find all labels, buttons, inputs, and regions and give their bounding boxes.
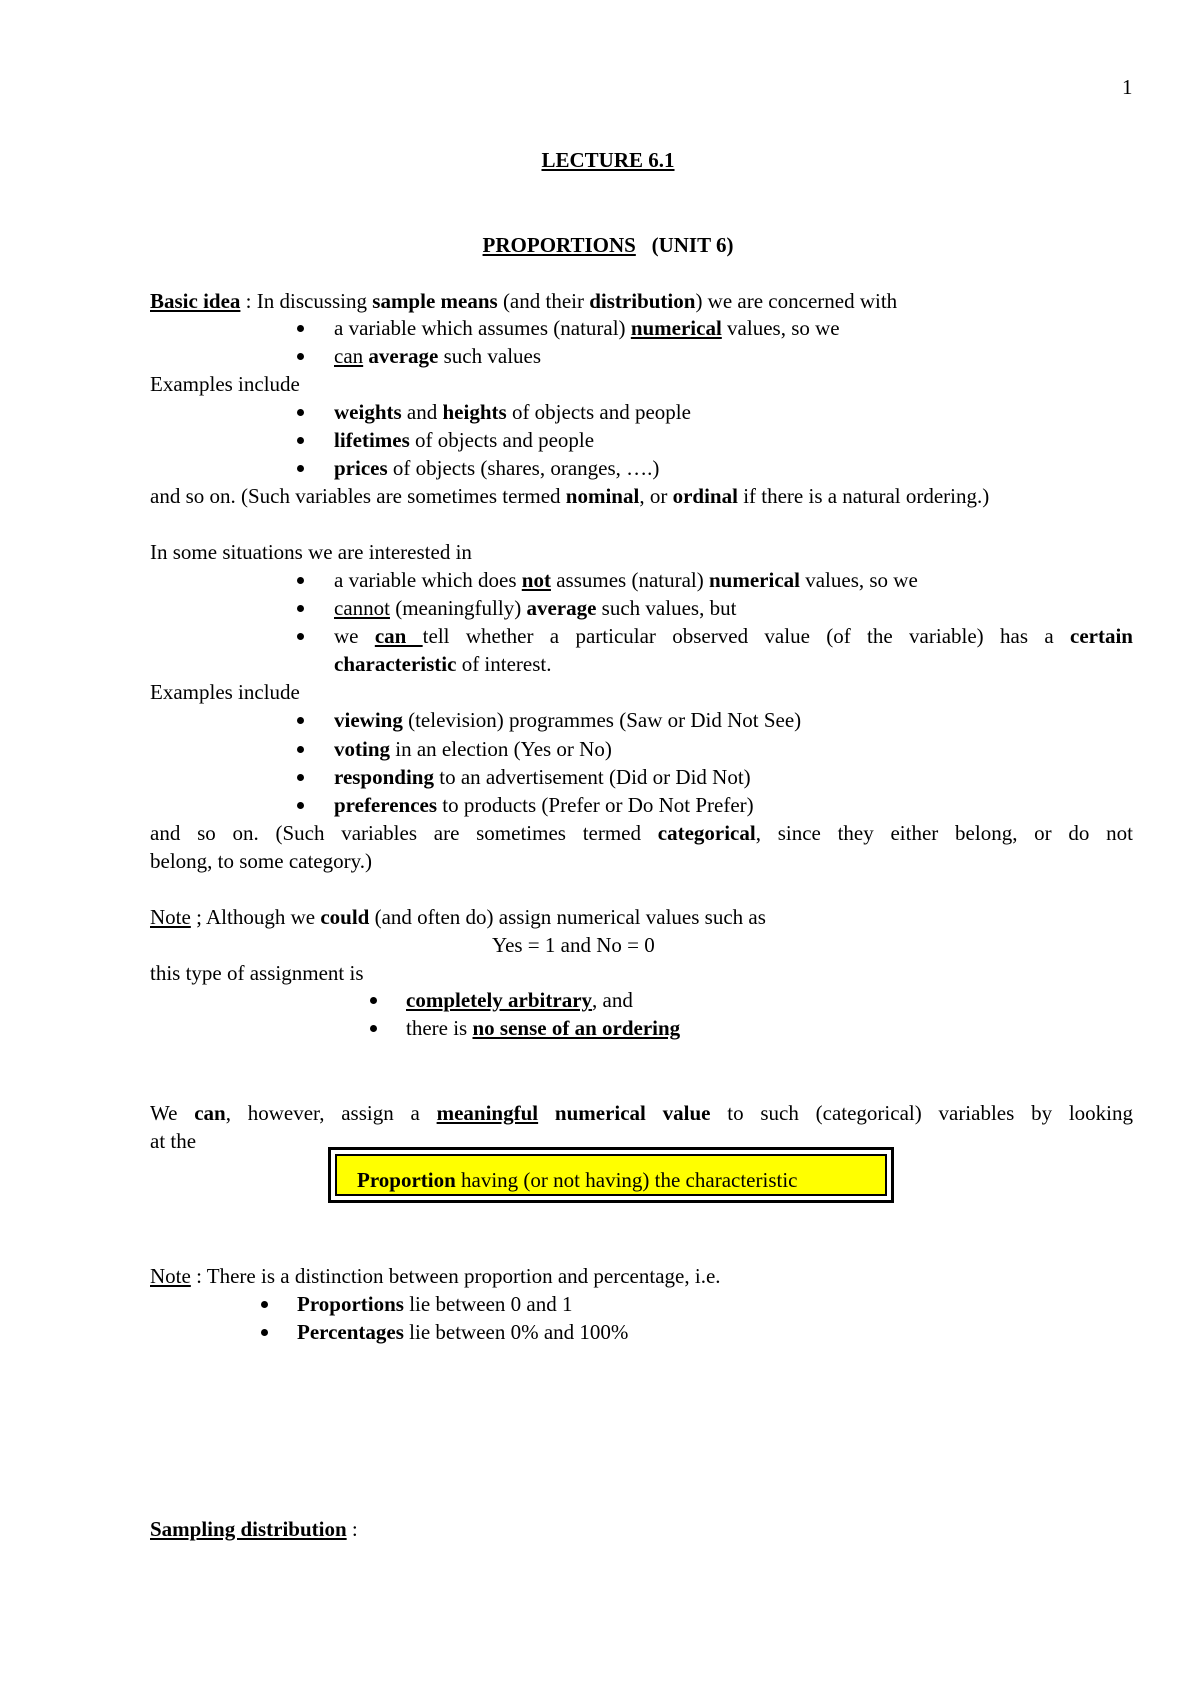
emphasis: cannot [334, 596, 390, 620]
emphasis: sample means [372, 289, 498, 313]
emphasis: lifetimes [334, 428, 410, 452]
emphasis: viewing [334, 708, 403, 732]
text: such values, but [596, 596, 737, 620]
bullet [297, 353, 304, 360]
paragraph-line: In some situations we are interested in [150, 540, 472, 564]
equation: Yes = 1 and No = 0 [492, 933, 655, 957]
emphasis: voting [334, 737, 391, 761]
note-line [150, 904, 766, 930]
bullet [297, 746, 304, 753]
emphasis: heights [442, 400, 507, 424]
text: lie between 0 and 1 [403, 1292, 573, 1316]
text: (and their [497, 289, 590, 313]
emphasis: numerical [630, 316, 722, 340]
text: tell whether a particular observed value (of the variable) has a [422, 624, 1071, 648]
list-item [334, 764, 751, 790]
emphasis: average [368, 344, 439, 368]
text: we [334, 624, 375, 648]
list-item [406, 1015, 680, 1041]
bullet [297, 717, 304, 724]
emphasis: Proportion [357, 1168, 456, 1192]
text: of objects and people [409, 428, 595, 452]
list-item [406, 987, 633, 1013]
emphasis: not [521, 568, 551, 592]
sampling-label: Sampling distribution [150, 1517, 347, 1541]
emphasis: can [374, 624, 423, 648]
paragraph-line: belong, to some category.) [150, 849, 372, 873]
highlight-box-fill [335, 1154, 887, 1196]
text: : In discussing [240, 289, 373, 313]
text: a variable which does [334, 568, 522, 592]
page-number: 1 [1122, 75, 1133, 99]
bullet [297, 437, 304, 444]
emphasis: certain [1070, 624, 1133, 648]
basic-idea-label: Basic idea [150, 289, 241, 313]
bullet [297, 325, 304, 332]
text: of objects and people [506, 400, 691, 424]
emphasis: distribution [589, 289, 696, 313]
emphasis: prices [334, 456, 388, 480]
text: and so on. (Such variables are sometimes termed [150, 821, 658, 845]
note-label: Note [150, 1264, 191, 1288]
text: , since they either belong, or do not [755, 821, 1133, 845]
bullet [370, 997, 377, 1004]
text: to such (categorical) variables by looking [710, 1101, 1134, 1125]
emphasis: no sense of an ordering [472, 1016, 681, 1040]
unit-suffix: (UNIT 6) [651, 233, 734, 257]
bullet [297, 774, 304, 781]
emphasis: nominal [565, 484, 640, 508]
section-heading [150, 1516, 358, 1542]
bullet [370, 1025, 377, 1032]
text: such values [438, 344, 542, 368]
text: and so on. (Such variables are sometimes termed [150, 484, 566, 508]
note-line [150, 1263, 721, 1289]
emphasis: average [526, 596, 597, 620]
list-item [334, 427, 594, 453]
unit-heading [8, 232, 1200, 258]
emphasis: could [320, 905, 370, 929]
bullet [297, 633, 304, 640]
bullet [261, 1329, 268, 1336]
emphasis: meaningful [436, 1101, 539, 1125]
text: of interest. [456, 652, 552, 676]
text: assumes (natural) [550, 568, 709, 592]
text: a variable which assumes (natural) [334, 316, 631, 340]
text: (meaningfully) [389, 596, 527, 620]
bullet [297, 409, 304, 416]
emphasis: preferences [334, 793, 438, 817]
emphasis: responding [334, 765, 434, 789]
highlight-box [328, 1147, 894, 1203]
list-item-continuation [334, 651, 552, 677]
text: : There is a distinction between proportion and percentage, i.e. [190, 1264, 721, 1288]
paragraph-line [150, 483, 989, 509]
text: , however, assign a [225, 1101, 437, 1125]
text: there is [406, 1016, 473, 1040]
lecture-title: LECTURE 6.1 [541, 148, 675, 172]
bullet [297, 605, 304, 612]
text: (and often do) assign numerical values such as [369, 905, 766, 929]
examples-label: Examples include [150, 680, 300, 704]
text: ) we are concerned with [695, 289, 898, 313]
text: to products (Prefer or Do Not Prefer) [437, 793, 754, 817]
text: ; Although we [190, 905, 321, 929]
list-item [297, 1319, 628, 1345]
paragraph-line: at the [150, 1129, 197, 1153]
list-item [334, 623, 1133, 649]
list-item [334, 567, 918, 593]
list-item [334, 736, 612, 762]
bullet [297, 465, 304, 472]
highlight-box-text [357, 1167, 797, 1193]
text: to an advertisement (Did or Did Not) [434, 765, 751, 789]
text: if there is a natural ordering.) [737, 484, 990, 508]
unit-title: PROPORTIONS [482, 233, 636, 257]
examples-label: Examples include [150, 372, 300, 396]
text: in an election (Yes or No) [390, 737, 612, 761]
list-item [334, 343, 541, 369]
list-item [334, 315, 840, 341]
emphasis: numerical [709, 568, 800, 592]
list-item [334, 595, 736, 621]
bullet [261, 1301, 268, 1308]
list-item [334, 707, 801, 733]
text [538, 1101, 555, 1125]
bullet [297, 802, 304, 809]
emphasis: categorical [657, 821, 756, 845]
text: having (or not having) the characteristic [455, 1168, 798, 1192]
text: and [401, 400, 443, 424]
list-item [297, 1291, 572, 1317]
text: (television) programmes (Saw or Did Not See) [402, 708, 802, 732]
emphasis: can [334, 344, 364, 368]
emphasis: weights [334, 400, 402, 424]
list-item [334, 455, 659, 481]
text: , or [639, 484, 673, 508]
text: , and [592, 988, 633, 1012]
text: of objects (shares, oranges, ….) [387, 456, 660, 480]
emphasis: Percentages [297, 1320, 404, 1344]
emphasis: Proportions [297, 1292, 404, 1316]
text: : [346, 1517, 358, 1541]
basic-idea-line [150, 288, 897, 314]
emphasis: numerical value [554, 1101, 711, 1125]
text: We [150, 1101, 195, 1125]
paragraph-line [150, 1100, 1133, 1126]
bullet [297, 577, 304, 584]
note-label: Note [150, 905, 191, 929]
paragraph-line: this type of assignment is [150, 961, 364, 985]
paragraph-line [150, 820, 1133, 846]
emphasis: can [194, 1101, 226, 1125]
list-item [334, 399, 691, 425]
list-item [334, 792, 754, 818]
emphasis: completely arbitrary [406, 988, 593, 1012]
emphasis: ordinal [672, 484, 738, 508]
emphasis: characteristic [334, 652, 457, 676]
text: lie between 0% and 100% [403, 1320, 629, 1344]
text: values, so we [799, 568, 918, 592]
text: values, so we [721, 316, 840, 340]
